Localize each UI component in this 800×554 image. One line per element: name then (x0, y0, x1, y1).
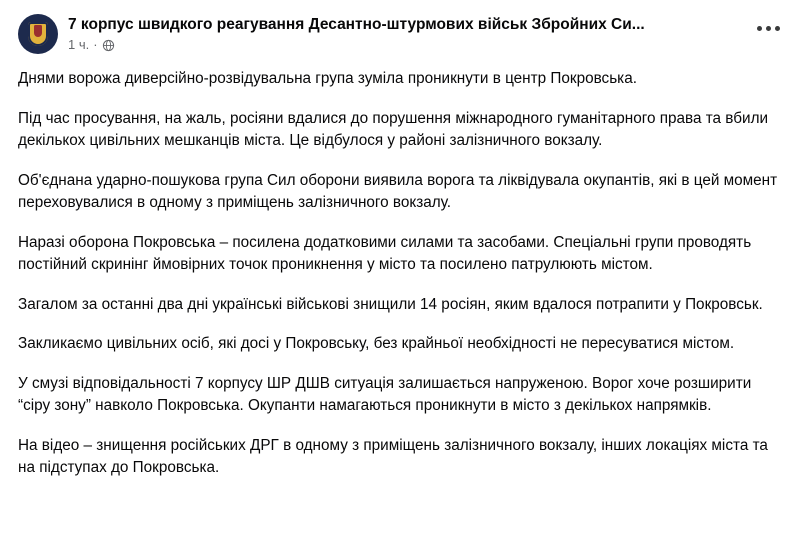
menu-dot (757, 26, 762, 31)
post-paragraph: Днями ворожа диверсійно-розвідувальна група зуміла проникнути в центр Покровська. (18, 70, 637, 87)
meta-separator: · (93, 37, 98, 52)
post-paragraph: Об'єднана ударно-пошукова група Сил оборони виявила ворога та ліквідувала окупантів, які в цей момент переховувалися в одному з приміщень залізничного вокзалу. (18, 171, 778, 211)
menu-dot (766, 26, 771, 31)
post-meta (68, 37, 782, 53)
post-paragraph: Загалом за останні два дні українські військові знищили 14 росіян, яким вдалося потрапити у Покровськ. (18, 295, 763, 313)
post-body (18, 68, 782, 480)
page-avatar-icon (28, 22, 48, 46)
post-paragraph: Закликаємо цивільних осіб, які досі у Покровську, без крайньої необхідності не пересуватися містом. (18, 335, 735, 352)
avatar[interactable] (18, 14, 58, 54)
globe-icon[interactable] (102, 39, 115, 52)
post-paragraph: На відео – знищення російських ДРГ в одному з приміщень залізничного вокзалу, інших локаціях міста та на підступах до Покровська. (18, 436, 768, 476)
page-name[interactable]: 7 корпус швидкого реагування Десантно-штурмових військ Збройних Си... (68, 16, 645, 33)
post-paragraph: У смузі відповідальності 7 корпусу ШР ДШВ ситуація залишається напруженою. Ворог хоче розширити “сіру зону” навколо Покровська. Окупанти намагаються проникнути в місто з декількох напрямків. (18, 374, 752, 414)
menu-dot (775, 26, 780, 31)
post-timestamp[interactable]: 1 ч. (68, 37, 90, 52)
post-header-text (68, 14, 782, 53)
more-options-icon[interactable] (752, 18, 784, 38)
post-paragraph: Наразі оборона Покровська – посилена додатковими силами та засобами. Спеціальні групи проводять постійний скринінг ймовірних точок проникнення у місто та посилено патрулюють містом. (18, 233, 752, 273)
post-paragraph: Під час просування, на жаль, росіяни вдалися до порушення міжнародного гуманітарного права та вбили декількох цивільних мешканців міста. Це відбулося у районі залізничного вокзалу. (18, 109, 769, 149)
post-header (18, 14, 782, 54)
